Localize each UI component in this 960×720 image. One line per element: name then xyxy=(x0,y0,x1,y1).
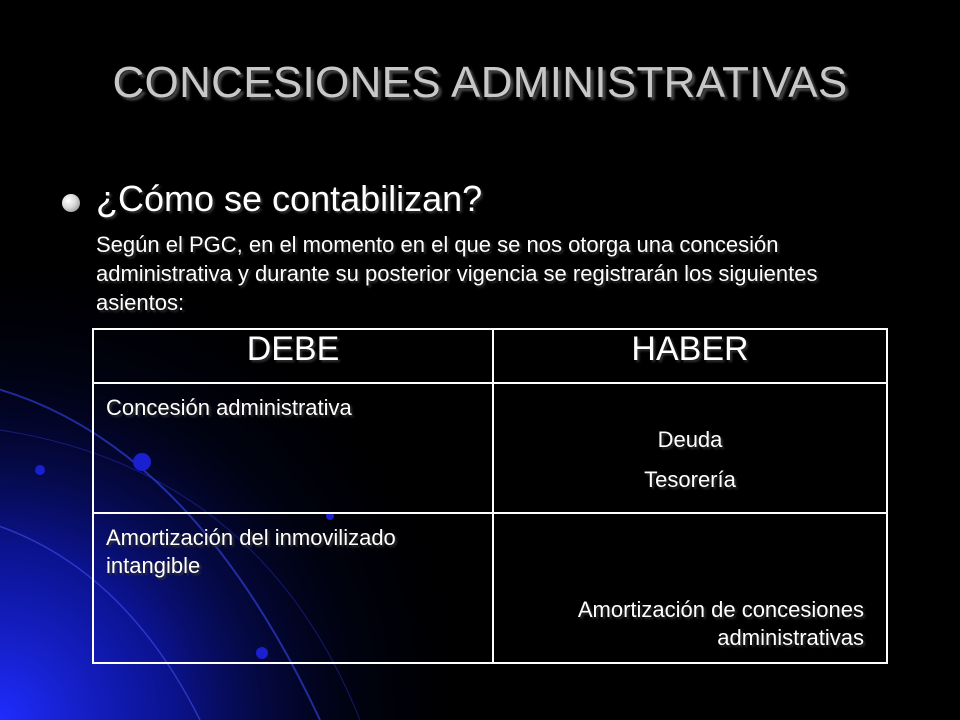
debe-account: Concesión administrativa xyxy=(106,395,352,420)
table-header-row xyxy=(93,329,887,383)
table-row xyxy=(93,383,887,513)
header-haber: HABER xyxy=(493,329,887,383)
slide-title: CONCESIONES ADMINISTRATIVAS xyxy=(112,58,848,107)
decor-dot-2 xyxy=(35,465,45,475)
haber-account: Deuda xyxy=(657,427,723,452)
haber-cell xyxy=(493,383,887,513)
debe-cell xyxy=(93,513,493,663)
haber-cell xyxy=(493,513,887,663)
table-row xyxy=(93,513,887,663)
accounting-entries-table xyxy=(92,328,888,664)
haber-account: Amortización de concesiones administrativas xyxy=(577,597,864,650)
haber-account: Tesorería xyxy=(644,467,736,492)
bullet-dot-icon xyxy=(62,194,80,212)
header-debe: DEBE xyxy=(93,329,493,383)
bullet-question: ¿Cómo se contabilizan? xyxy=(96,178,483,219)
debe-account: Amortización del inmovilizado intangible xyxy=(106,525,396,578)
debe-cell xyxy=(93,383,493,513)
bullet-explanation: Según el PGC, en el momento en el que se nos otorga una concesión administrativa y durante su posterior vigencia se registrarán los siguientes asientos: xyxy=(96,232,818,315)
